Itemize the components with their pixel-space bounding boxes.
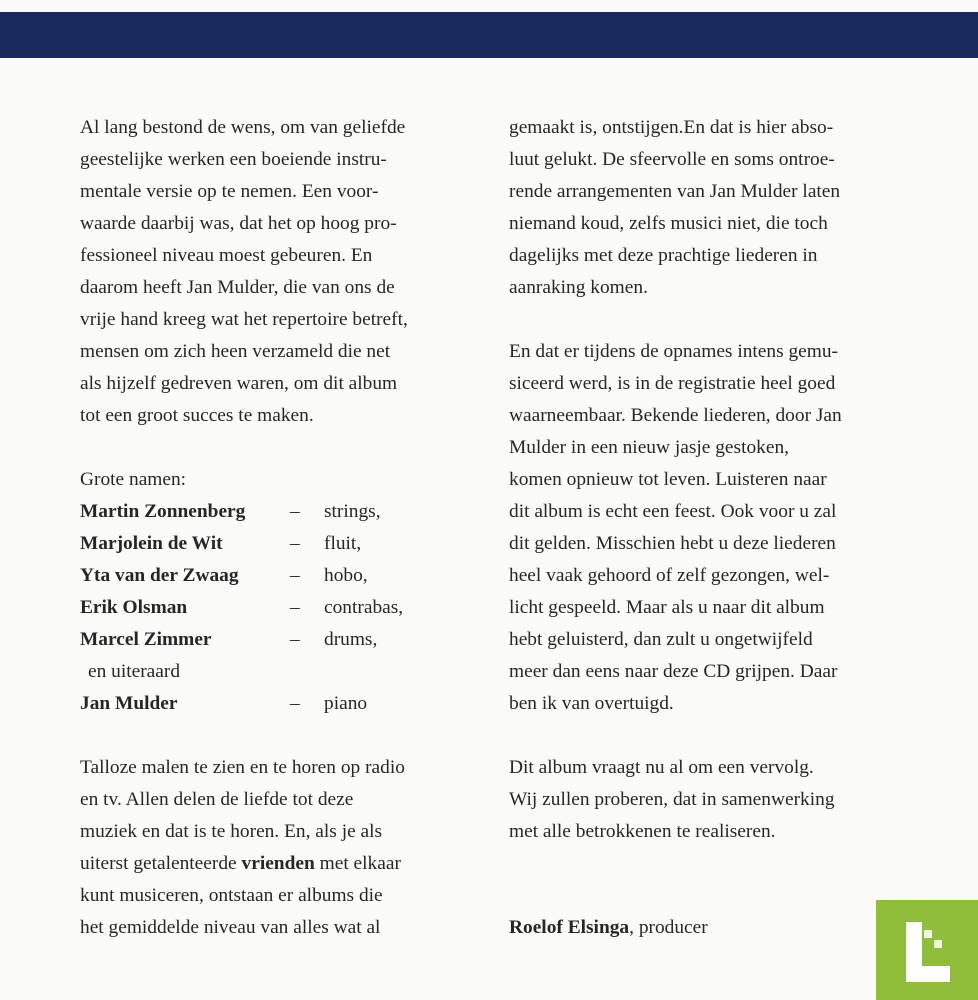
credit-row xyxy=(80,688,480,720)
left-column xyxy=(80,112,500,944)
text-line: Wij zullen proberen, dat in samenwerking xyxy=(509,789,835,810)
instrument: contrabas, xyxy=(324,597,404,618)
musician-name: Jan Mulder xyxy=(80,693,178,714)
text-line: luut gelukt. De sfeervolle en soms ontroe- xyxy=(509,149,835,170)
credit-row xyxy=(80,560,480,592)
text-line: met alle betrokkenen te realiseren. xyxy=(509,821,776,842)
credit-dash: – xyxy=(290,533,300,554)
text-line: Al lang bestond de wens, om van geliefde xyxy=(80,117,406,138)
credit-row xyxy=(80,592,480,624)
text-line: dagelijks met deze prachtige liederen in xyxy=(509,245,818,266)
text-line: Talloze malen te zien en te horen op radio xyxy=(80,757,405,778)
text-line: als hijzelf gedreven waren, om dit album xyxy=(80,373,398,394)
instrument: hobo, xyxy=(324,565,368,586)
credit-row xyxy=(80,624,480,656)
intro-paragraph xyxy=(80,112,500,432)
text-line: niemand koud, zelfs musici niet, die toch xyxy=(509,213,828,234)
signature-name: Roelof Elsinga xyxy=(509,917,630,938)
text-line: licht gespeeld. Maar als u naar dit album xyxy=(509,597,825,618)
text-line: komen opnieuw tot leven. Luisteren naar xyxy=(509,469,827,490)
text-line: het gemiddelde niveau van alles wat al xyxy=(80,917,381,938)
credits-connector: en uiteraard xyxy=(88,661,181,682)
text-line: waarneembaar. Bekende liederen, door Jan xyxy=(509,405,842,426)
musician-name: Marjolein de Wit xyxy=(80,533,223,554)
text-line: En dat er tijdens de opnames intens gemu- xyxy=(509,341,839,362)
text-line: tot een groot succes te maken. xyxy=(80,405,314,426)
credit-dash: – xyxy=(290,565,300,586)
lastdodo-logo xyxy=(876,900,978,1000)
instrument: strings, xyxy=(324,501,381,522)
text-line: meer dan eens naar deze CD grijpen. Daar xyxy=(509,661,838,682)
top-color-bar xyxy=(0,12,978,58)
signature xyxy=(509,912,929,944)
credit-dash: – xyxy=(290,693,300,714)
credit-dash: – xyxy=(290,501,300,522)
text-line: geestelijke werken een boeiende instru- xyxy=(80,149,387,170)
text-fragment: uiterst getalenteerde xyxy=(80,853,242,874)
musician-name: Yta van der Zwaag xyxy=(80,565,239,586)
continuation-paragraph xyxy=(509,112,929,304)
musician-name: Erik Olsman xyxy=(80,597,188,618)
text-line: dit gelden. Misschien hebt u deze liederen xyxy=(509,533,836,554)
recording-paragraph xyxy=(509,336,929,720)
text-line: daarom heeft Jan Mulder, die van ons de xyxy=(80,277,395,298)
text-line: gemaakt is, ontstijgen.En dat is hier abso- xyxy=(509,117,834,138)
text-line: hebt geluisterd, dan zult u ongetwijfeld xyxy=(509,629,813,650)
right-column xyxy=(509,112,929,944)
l-logo-icon xyxy=(906,922,964,982)
text-line: vrije hand kreeg wat het repertoire betreft, xyxy=(80,309,408,330)
closing-paragraph xyxy=(509,752,929,848)
instrument: fluit, xyxy=(324,533,362,554)
musician-name: Marcel Zimmer xyxy=(80,629,212,650)
text-line: mentale versie op te nemen. Een voor- xyxy=(80,181,379,202)
text-line: en tv. Allen delen de liefde tot deze xyxy=(80,789,354,810)
text-line: rende arrangementen van Jan Mulder laten xyxy=(509,181,841,202)
text-line: siceerd werd, is in de registratie heel goed xyxy=(509,373,836,394)
credit-dash: – xyxy=(290,629,300,650)
text-line: fessioneel niveau moest gebeuren. En xyxy=(80,245,373,266)
text-line: muziek en dat is te horen. En, als je als xyxy=(80,821,383,842)
text-line: kunt musiceren, ontstaan er albums die xyxy=(80,885,383,906)
instrument: piano xyxy=(324,693,368,714)
text-line: heel vaak gehoord of zelf gezongen, wel- xyxy=(509,565,830,586)
text-line xyxy=(80,848,500,880)
text-line: mensen om zich heen verzameld die net xyxy=(80,341,391,362)
text-fragment: met elkaar xyxy=(314,853,401,874)
text-line: Dit album vraagt nu al om een vervolg. xyxy=(509,757,814,778)
credit-dash: – xyxy=(290,597,300,618)
text-line: ben ik van overtuigd. xyxy=(509,693,674,714)
credit-row xyxy=(80,528,480,560)
text-line: aanraking komen. xyxy=(509,277,648,298)
bold-word: vrienden xyxy=(241,853,315,874)
credit-connector-row xyxy=(80,656,480,688)
friends-paragraph xyxy=(80,752,500,944)
text-line: dit album is echt een feest. Ook voor u zal xyxy=(509,501,837,522)
text-line: waarde daarbij was, dat het op hoog pro- xyxy=(80,213,397,234)
credits-list xyxy=(80,496,480,720)
text-line: Mulder in een nieuw jasje gestoken, xyxy=(509,437,790,458)
instrument: drums, xyxy=(324,629,378,650)
credit-row xyxy=(80,496,480,528)
credits-heading: Grote namen: xyxy=(80,469,187,490)
musician-name: Martin Zonnenberg xyxy=(80,501,246,522)
signature-role: , producer xyxy=(629,917,708,938)
